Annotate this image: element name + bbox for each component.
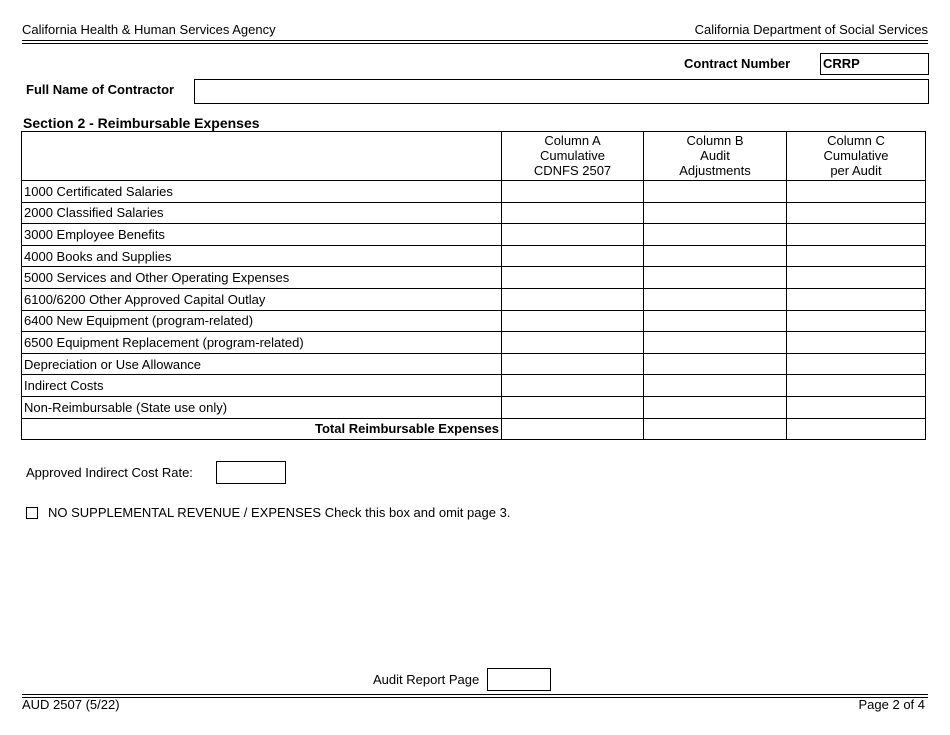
- column-c-cell[interactable]: [787, 332, 926, 354]
- column-a-cell[interactable]: [502, 332, 644, 354]
- header-blank-cell: [22, 132, 502, 181]
- department-name: California Department of Social Services: [694, 22, 928, 37]
- audit-report-page-field[interactable]: [487, 668, 551, 691]
- footer-rule-bottom: [22, 697, 928, 698]
- column-b-cell[interactable]: [644, 267, 787, 289]
- header-rule-top: [22, 40, 928, 41]
- row-label: Indirect Costs: [22, 375, 502, 397]
- column-header-line: Adjustments: [679, 163, 751, 178]
- table-row: [22, 396, 926, 418]
- column-header-line: Column B: [686, 133, 744, 148]
- column-a-cell[interactable]: [502, 202, 644, 224]
- contract-number-value: CRRP: [823, 56, 860, 71]
- column-c-total-cell[interactable]: [787, 418, 926, 440]
- table-row: [22, 353, 926, 375]
- column-c-cell[interactable]: [787, 181, 926, 203]
- column-b-cell[interactable]: [644, 353, 787, 375]
- column-c-cell[interactable]: [787, 245, 926, 267]
- column-c-cell[interactable]: [787, 288, 926, 310]
- row-label: 3000 Employee Benefits: [22, 224, 502, 246]
- column-c-cell[interactable]: [787, 396, 926, 418]
- column-header-line: Cumulative: [823, 148, 889, 163]
- row-label: 6500 Equipment Replacement (program-related): [22, 332, 502, 354]
- table-row: [22, 224, 926, 246]
- table-row: [22, 181, 926, 203]
- column-header-line: per Audit: [830, 163, 882, 178]
- row-label: Non-Reimbursable (State use only): [22, 396, 502, 418]
- section-title: Section 2 - Reimbursable Expenses: [23, 115, 260, 131]
- column-header-line: Column C: [827, 133, 885, 148]
- contractor-name-label: Full Name of Contractor: [26, 82, 175, 97]
- column-a-cell[interactable]: [502, 267, 644, 289]
- no-supplemental-label: NO SUPPLEMENTAL REVENUE / EXPENSES Check this box and omit page 3.: [48, 505, 511, 520]
- column-b-cell[interactable]: [644, 332, 787, 354]
- column-header-line: CDNFS 2507: [533, 163, 612, 178]
- column-c-header: [787, 132, 926, 181]
- table-row: [22, 288, 926, 310]
- column-a-cell[interactable]: [502, 245, 644, 267]
- indirect-rate-label: Approved Indirect Cost Rate:: [26, 465, 193, 480]
- contract-number-field[interactable]: [820, 53, 929, 75]
- reimbursable-expenses-table: [21, 131, 926, 440]
- total-row: [22, 418, 926, 440]
- column-header-line: Column A: [544, 133, 601, 148]
- column-a-cell[interactable]: [502, 181, 644, 203]
- column-b-header: [644, 132, 787, 181]
- column-c-cell[interactable]: [787, 310, 926, 332]
- row-label: 5000 Services and Other Operating Expenses: [22, 267, 502, 289]
- table-row: [22, 310, 926, 332]
- column-c-cell[interactable]: [787, 224, 926, 246]
- table-row: [22, 332, 926, 354]
- total-label: Total Reimbursable Expenses: [22, 418, 502, 440]
- contractor-name-field[interactable]: [194, 79, 929, 104]
- column-b-cell[interactable]: [644, 310, 787, 332]
- row-label: 1000 Certificated Salaries: [22, 181, 502, 203]
- column-b-cell[interactable]: [644, 224, 787, 246]
- column-b-cell[interactable]: [644, 288, 787, 310]
- column-a-cell[interactable]: [502, 396, 644, 418]
- page-number: Page 2 of 4: [858, 697, 925, 712]
- row-label: 6400 New Equipment (program-related): [22, 310, 502, 332]
- contract-number-label: Contract Number: [684, 56, 791, 71]
- column-c-cell[interactable]: [787, 267, 926, 289]
- column-a-cell[interactable]: [502, 375, 644, 397]
- footer-rule-top: [22, 694, 928, 695]
- column-b-cell[interactable]: [644, 202, 787, 224]
- column-b-total-cell[interactable]: [644, 418, 787, 440]
- column-b-cell[interactable]: [644, 245, 787, 267]
- column-a-cell[interactable]: [502, 310, 644, 332]
- table-row: [22, 202, 926, 224]
- agency-name: California Health & Human Services Agency: [22, 22, 276, 37]
- header-rule-bottom: [22, 43, 928, 44]
- column-header-line: Cumulative: [539, 148, 606, 163]
- column-a-cell[interactable]: [502, 224, 644, 246]
- row-label: 2000 Classified Salaries: [22, 202, 502, 224]
- indirect-rate-field[interactable]: [216, 461, 286, 484]
- column-b-cell[interactable]: [644, 396, 787, 418]
- column-a-header: [502, 132, 644, 181]
- form-id: AUD 2507 (5/22): [22, 697, 120, 712]
- table-header-row: [22, 132, 926, 181]
- column-a-cell[interactable]: [502, 353, 644, 375]
- row-label: 4000 Books and Supplies: [22, 245, 502, 267]
- column-header-line: Audit: [700, 148, 730, 163]
- column-a-cell[interactable]: [502, 288, 644, 310]
- audit-report-page-label: Audit Report Page: [373, 672, 480, 687]
- table-row: [22, 375, 926, 397]
- column-b-cell[interactable]: [644, 181, 787, 203]
- column-c-cell[interactable]: [787, 375, 926, 397]
- no-supplemental-checkbox[interactable]: [26, 507, 38, 519]
- column-a-total-cell[interactable]: [502, 418, 644, 440]
- column-c-cell[interactable]: [787, 202, 926, 224]
- column-c-cell[interactable]: [787, 353, 926, 375]
- row-label: Depreciation or Use Allowance: [22, 353, 502, 375]
- table-row: [22, 245, 926, 267]
- row-label: 6100/6200 Other Approved Capital Outlay: [22, 288, 502, 310]
- table-row: [22, 267, 926, 289]
- column-b-cell[interactable]: [644, 375, 787, 397]
